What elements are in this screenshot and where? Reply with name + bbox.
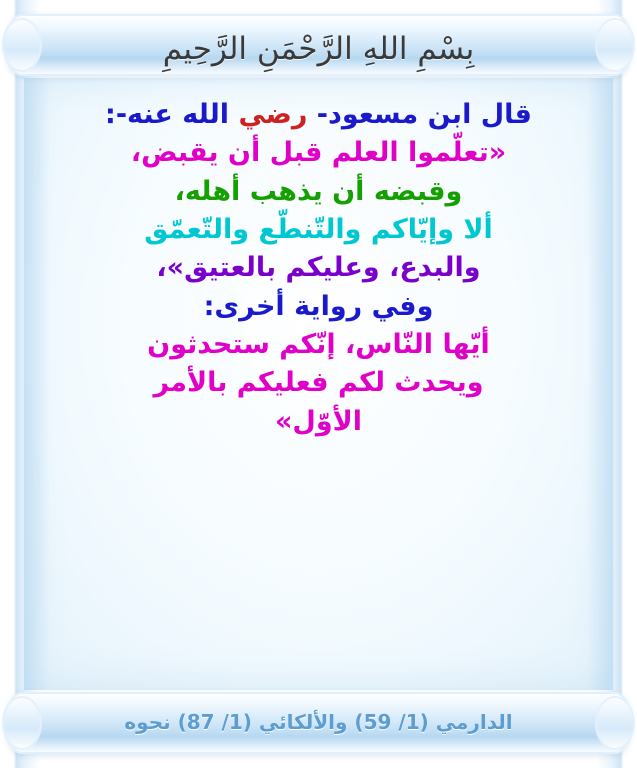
source-reference-text: الدارمي (1/ 59) والألكائي (1/ 87) نحوه	[124, 710, 513, 734]
hadith-line: ويحدث لكم فعليكم بالأمر	[153, 367, 484, 399]
hadith-text-block	[40, 96, 597, 672]
hadith-line: والبدع، وعليكم بالعتيق»،	[156, 252, 481, 284]
source-reference	[0, 710, 637, 734]
hadith-line: الأوّل»	[274, 405, 362, 437]
hadith-line: ألا وإيّاكم والتّنطّع والتّعمّق	[144, 213, 493, 245]
hadith-line: وفي رواية أخرى:	[203, 290, 434, 322]
hadith-line: وقبضه أن يذهب أهله،	[174, 175, 463, 207]
basmala-calligraphy	[0, 20, 637, 78]
hadith-line: أيّها النّاس، إنّكم ستحدثون	[147, 328, 490, 360]
accent-word: رضي	[238, 99, 308, 130]
basmala-text: بِسْمِ اللهِ الرَّحْمَنِ الرَّحِيمِ	[162, 31, 475, 67]
hadith-line: «تعلّموا العلم قبل أن يقبض،	[130, 137, 507, 169]
hadith-line: قال ابن مسعود- رضي الله عنه-:	[105, 99, 532, 130]
